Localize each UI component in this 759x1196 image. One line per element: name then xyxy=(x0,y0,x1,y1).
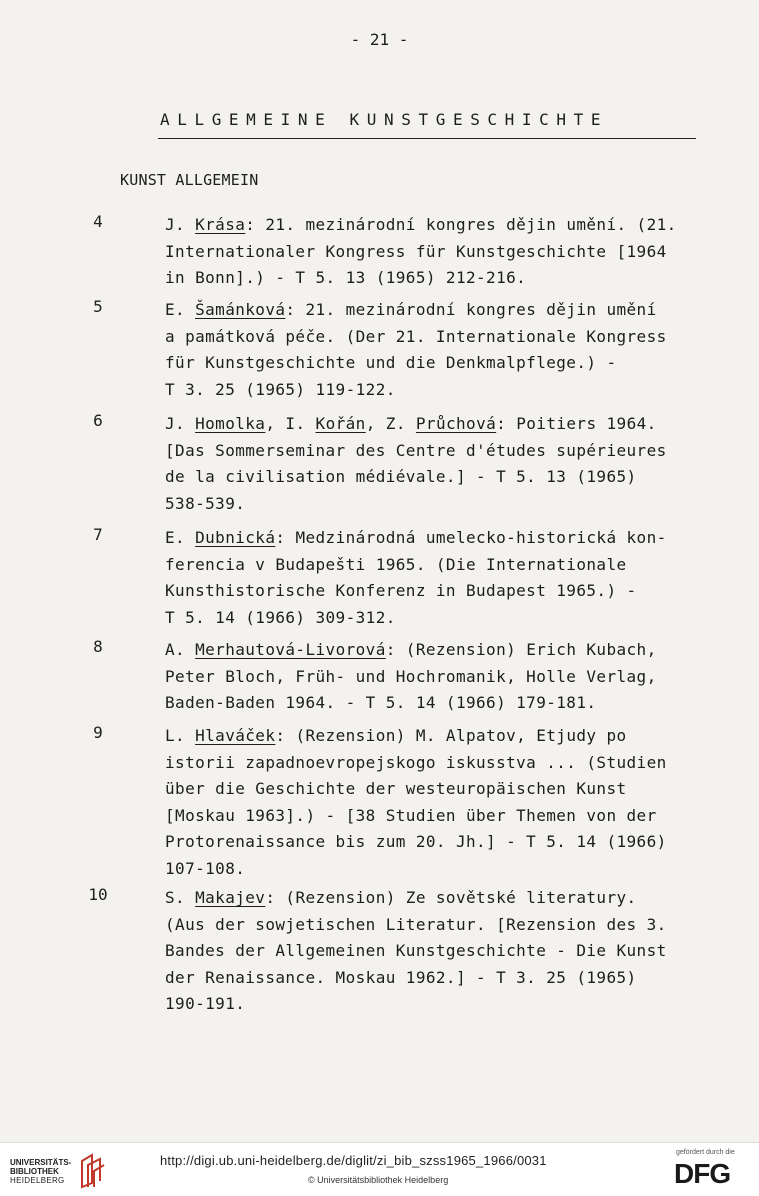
entry-text xyxy=(165,297,705,403)
entry-number: 7 xyxy=(93,525,103,544)
author-surname: Homolka xyxy=(195,414,266,433)
title-rule xyxy=(158,138,696,139)
entry-number: 6 xyxy=(93,411,103,430)
author-surname: Kořán xyxy=(315,414,366,433)
digitization-footer xyxy=(0,1142,759,1196)
entry-line: [Moskau 1963].) - [38 Studien über Themen von der xyxy=(165,805,657,825)
entry-text xyxy=(165,525,705,631)
entry-number: 4 xyxy=(93,212,103,231)
entry-line: Peter Bloch, Früh- und Hochromanik, Holle Verlag, xyxy=(165,666,657,686)
entry-line: über die Geschichte der westeuropäischen Kunst xyxy=(165,779,627,798)
copyright-notice: © Universitätsbibliothek Heidelberg xyxy=(308,1175,449,1185)
entry-line: A. Merhautová-Livorová: (Rezension) Erich Kubach, xyxy=(165,640,657,659)
entry-author: A. Merhautová-Livorová xyxy=(165,640,386,659)
entry-author: J. Krása xyxy=(165,215,246,234)
entry-text xyxy=(165,723,705,882)
entry-line: de la civilisation médiévale.] - T 5. 13 (1965) xyxy=(165,467,637,486)
entry-line: Baden-Baden 1964. - T 5. 14 (1966) 179-181. xyxy=(165,693,597,712)
entry-line: für Kunstgeschichte und die Denkmalpflege.) - xyxy=(165,353,617,372)
permalink[interactable]: http://digi.ub.uni-heidelberg.de/diglit/zi_bib_szss1965_1966/0031 xyxy=(160,1153,547,1168)
subsection-title: KUNST ALLGEMEIN xyxy=(120,171,259,189)
entry-line: Bandes der Allgemeinen Kunstgeschichte - Die Kunst xyxy=(165,941,667,960)
entry-text xyxy=(165,885,705,1018)
entry-line: in Bonn].) - T 5. 13 (1965) 212-216. xyxy=(165,268,527,287)
entry-number: 9 xyxy=(93,723,103,742)
entry-author: L. Hlaváček xyxy=(165,726,276,745)
page-number: - 21 - xyxy=(350,30,409,49)
dfg-logo: DFG xyxy=(674,1158,731,1189)
entry-author: J. Homolka, I. Kořán, Z. Průchová xyxy=(165,414,497,433)
entry-text xyxy=(165,637,705,717)
author-surname: Hlaváček xyxy=(195,726,276,745)
entry-line: Internationaler Kongress für Kunstgeschichte [1964 xyxy=(165,241,667,261)
entry-text xyxy=(165,212,705,292)
section-title: ALLGEMEINE KUNSTGESCHICHTE xyxy=(160,110,609,129)
entry-line: Kunsthistorische Konferenz in Budapest 1965.) - xyxy=(165,581,637,600)
entry-line: Protorenaissance bis zum 20. Jh.] - T 5. 14 (1966) xyxy=(165,832,667,851)
author-surname: Krása xyxy=(195,215,246,234)
author-surname: Šamánková xyxy=(195,300,286,319)
author-surname: Makajev xyxy=(195,888,266,907)
entry-number: 8 xyxy=(93,637,103,656)
entry-author: E. Dubnická xyxy=(165,528,276,547)
entry-line: J. Homolka, I. Kořán, Z. Průchová: Poitiers 1964. xyxy=(165,414,657,433)
entry-line: (Aus der sowjetischen Literatur. [Rezension des 3. xyxy=(165,914,667,934)
entry-line: E. Dubnická: Medzinárodná umelecko-historická kon- xyxy=(165,528,667,547)
entry-line: ferencia v Budapešti 1965. (Die Internationale xyxy=(165,554,627,574)
entry-line: [Das Sommerseminar des Centre d'études supérieures xyxy=(165,440,667,460)
entry-line: 190-191. xyxy=(165,994,246,1013)
entry-line: 538-539. xyxy=(165,493,246,513)
entry-line: L. Hlaváček: (Rezension) M. Alpatov, Etjudy po xyxy=(165,726,627,745)
entry-line: der Renaissance. Moskau 1962.] - T 3. 25 (1965) xyxy=(165,967,637,987)
entry-number: 5 xyxy=(93,297,103,316)
library-name: UNIVERSITÄTS- BIBLIOTHEK HEIDELBERG xyxy=(10,1158,72,1185)
entry-line: J. Krása: 21. mezinárodní kongres dějin umění. (21. xyxy=(165,215,677,234)
entry-line: istorii zapadnoevropejskogo iskusstva ... (Studien xyxy=(165,752,667,772)
entry-line: 107-108. xyxy=(165,858,246,878)
funding-note: gefördert durch die xyxy=(676,1149,735,1156)
entry-line: T 5. 14 (1966) 309-312. xyxy=(165,607,396,627)
entry-line: a památková péče. (Der 21. Internationale Kongress xyxy=(165,326,667,346)
entry-text xyxy=(165,411,705,517)
entry-line: S. Makajev: (Rezension) Ze sovětské literatury. xyxy=(165,888,637,907)
entry-number: 10 xyxy=(88,885,108,904)
author-surname: Průchová xyxy=(415,414,497,433)
entry-author: E. Šamánková xyxy=(165,300,286,319)
author-surname: Dubnická xyxy=(195,528,276,547)
author-surname: Merhautová-Livorová xyxy=(195,640,386,659)
library-logo-icon xyxy=(78,1153,108,1189)
entry-line: T 3. 25 (1965) 119-122. xyxy=(165,379,396,399)
entry-line: E. Šamánková: 21. mezinárodní kongres dějin umění xyxy=(165,300,657,319)
entry-author: S. Makajev xyxy=(165,888,266,907)
